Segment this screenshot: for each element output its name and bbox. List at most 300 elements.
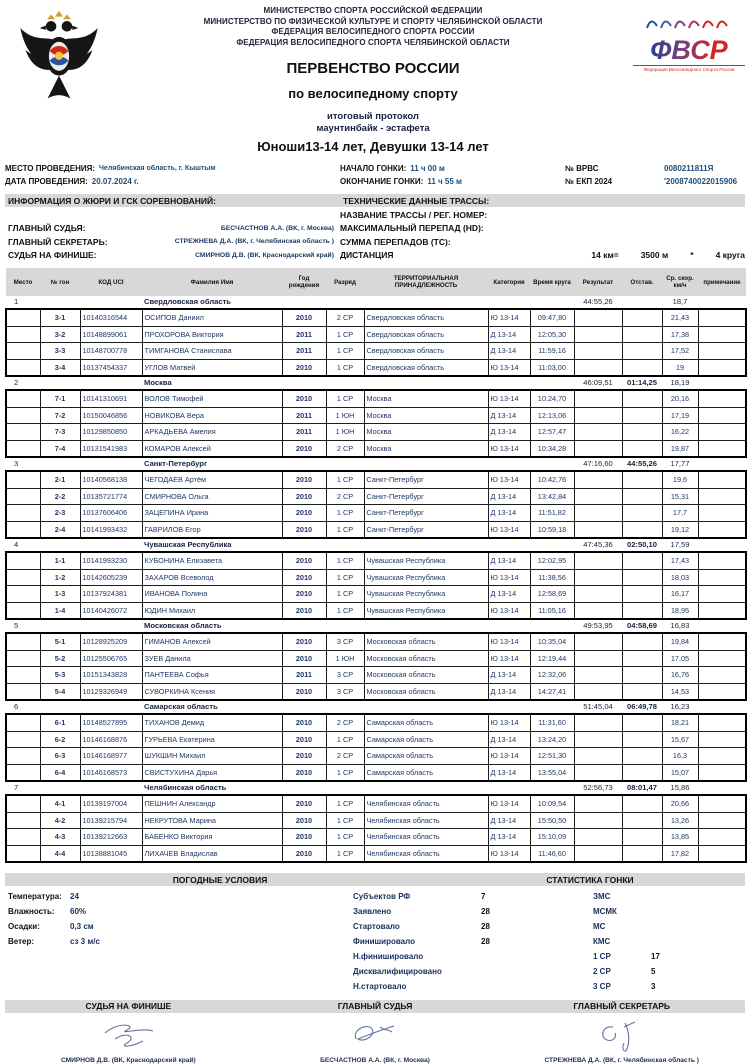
rider-cell: 18,21 (662, 714, 698, 731)
signature-block-chief-secretary (498, 1000, 745, 1064)
rider-cell (622, 795, 662, 812)
rider-cell: 12:51,30 (530, 748, 574, 765)
rider-cell: Ю 13-14 (488, 602, 530, 619)
rider-cell: 1 СР (326, 390, 364, 407)
rider-cell: 17,82 (662, 845, 698, 862)
rider-cell: ЛИХАЧЕВ Владислав (142, 845, 282, 862)
start-label: НАЧАЛО ГОНКИ: (340, 164, 407, 173)
signature-block-chief-judge (252, 1000, 499, 1064)
team-cell: 18,7 (672, 297, 688, 306)
list-value: 28 (481, 907, 490, 916)
rider-cell: 2010 (282, 390, 326, 407)
rider-cell: 4-4 (40, 845, 80, 862)
rider-row (6, 602, 746, 619)
list-label: Влажность: (8, 907, 55, 916)
team-cell (80, 700, 142, 714)
list-value: 28 (481, 922, 490, 931)
rider-cell: Свердловская область (364, 309, 488, 326)
rider-cell (574, 650, 622, 667)
rider-cell (574, 845, 622, 862)
list-value: 60% (70, 907, 87, 916)
rider-cell: 13:24,20 (530, 731, 574, 748)
rider-cell: 10148527895 (80, 714, 142, 731)
rider-cell: Ю 13-14 (488, 748, 530, 765)
list-label: 1 СР (593, 952, 611, 961)
rider-cell (6, 390, 40, 407)
weather-list (5, 889, 353, 994)
rider-cell (698, 650, 746, 667)
team-cell (80, 538, 142, 552)
team-cell: Чувашская Республика (144, 540, 232, 549)
rider-cell: 20,16 (662, 390, 698, 407)
rider-cell: 1-4 (40, 602, 80, 619)
rider-row (6, 683, 746, 700)
rider-cell: Д 13-14 (488, 829, 530, 846)
chief-judge-signature-icon (252, 1013, 499, 1057)
team-cell: 44:55,26 (583, 297, 613, 306)
rider-cell (698, 602, 746, 619)
team-summary-row (6, 700, 746, 714)
list-item (353, 979, 593, 994)
ekp-label: № ЕКП 2024 (565, 177, 613, 186)
rider-cell: 7-4 (40, 440, 80, 457)
rider-cell (698, 390, 746, 407)
rider-cell: 10150046856 (80, 407, 142, 424)
rider-cell: Санкт-Петербург (364, 488, 488, 505)
rider-cell: Москва (364, 390, 488, 407)
rider-row (6, 440, 746, 457)
rider-cell: 09:47,80 (530, 309, 574, 326)
rider-cell: Чувашская Республика (364, 586, 488, 603)
rider-cell: Москва (364, 440, 488, 457)
rider-cell: Чувашская Республика (364, 602, 488, 619)
team-cell: 5 (14, 621, 19, 630)
rider-cell: ПЕШНИН Александр (142, 795, 282, 812)
list-value: 5 (651, 967, 656, 976)
rider-cell (698, 488, 746, 505)
rider-cell: 2011 (282, 424, 326, 441)
event-info-row-2 (5, 175, 745, 188)
list-label: МС (593, 922, 606, 931)
rider-row (6, 471, 746, 488)
rider-cell: 3-2 (40, 326, 80, 343)
rider-cell: 2 СР (326, 488, 364, 505)
rider-cell (622, 343, 662, 360)
rider-cell (6, 424, 40, 441)
team-cell (326, 538, 364, 552)
list-label: Субъектов РФ (353, 892, 411, 901)
rider-cell (698, 343, 746, 360)
rider-cell (574, 552, 622, 569)
rider-cell (6, 731, 40, 748)
rider-cell: 19,6 (662, 471, 698, 488)
team-cell (530, 781, 574, 795)
team-cell (282, 296, 326, 309)
rider-cell: 12:57,47 (530, 424, 574, 441)
team-cell (698, 619, 746, 633)
rider-cell: 2 СР (326, 748, 364, 765)
column-header: КОД UCI (80, 268, 142, 296)
rider-cell: 12:02,95 (530, 552, 574, 569)
rider-cell (6, 343, 40, 360)
rank-stats-list (593, 889, 745, 994)
list-item (353, 904, 593, 919)
rider-cell: 2010 (282, 569, 326, 586)
rider-cell (574, 505, 622, 522)
rider-cell: 5-4 (40, 683, 80, 700)
team-cell (80, 781, 142, 795)
rider-cell: 2010 (282, 505, 326, 522)
rider-cell: 13:42,84 (530, 488, 574, 505)
rider-cell: 2010 (282, 795, 326, 812)
list-label: Ветер: (8, 937, 35, 946)
team-cell (698, 296, 746, 309)
rider-cell (6, 521, 40, 538)
team-cell (80, 376, 142, 390)
rider-cell: 1 СР (326, 764, 364, 781)
rider-cell (574, 812, 622, 829)
team-cell: Санкт-Петербург (144, 459, 208, 468)
column-header: Фамилия Имя (142, 268, 282, 296)
fvsr-logo (633, 6, 745, 72)
rider-row (6, 829, 746, 846)
chief-secretary-value: СТРЕЖНЕВА Д.А. (ВК, г. Челябинская область ) (174, 238, 334, 246)
rider-cell: 2010 (282, 829, 326, 846)
rider-cell: КУБОНИНА Елизавета (142, 552, 282, 569)
team-cell: 4 (14, 540, 19, 549)
rider-cell: 10146168573 (80, 764, 142, 781)
distance-label: ДИСТАНЦИЯ (340, 250, 394, 261)
finish-judge-signature-icon (5, 1013, 252, 1057)
column-header: примечание (698, 268, 746, 296)
rider-cell (574, 309, 622, 326)
team-cell (282, 619, 326, 633)
list-item (593, 964, 745, 979)
end-value: 11 ч 55 м (427, 177, 462, 186)
rider-cell: Московская область (364, 683, 488, 700)
rider-cell (698, 505, 746, 522)
list-label: Стартовало (353, 922, 400, 931)
date-value: 20.07.2024 г. (91, 177, 139, 186)
rider-cell (698, 764, 746, 781)
rider-cell: Ю 13-14 (488, 390, 530, 407)
rider-cell (698, 359, 746, 376)
rider-cell: 5-3 (40, 667, 80, 684)
rider-cell (622, 521, 662, 538)
rider-cell (622, 714, 662, 731)
rider-cell: Ю 13-14 (488, 633, 530, 650)
rider-cell: 1 СР (326, 845, 364, 862)
rider-cell: 3-1 (40, 309, 80, 326)
chief-secretary-label: ГЛАВНЫЙ СЕКРЕТАРЬ: (8, 236, 108, 247)
rider-cell: 10:35,04 (530, 633, 574, 650)
rider-cell (622, 667, 662, 684)
org-line-3: ФЕДЕРАЦИЯ ВЕЛОСИПЕДНОГО СПОРТА РОССИИ (271, 27, 475, 36)
rider-cell: 1 СР (326, 343, 364, 360)
team-cell (488, 376, 530, 390)
rider-cell: 2010 (282, 440, 326, 457)
rider-cell: 1 СР (326, 359, 364, 376)
rider-cell: 10139212663 (80, 829, 142, 846)
rider-cell: Д 13-14 (488, 731, 530, 748)
rider-cell: Челябинская область (364, 845, 488, 862)
rider-cell: 12:58,69 (530, 586, 574, 603)
rider-cell (622, 390, 662, 407)
column-header: Разряд (326, 268, 364, 296)
team-cell (698, 700, 746, 714)
rider-cell: Чувашская Республика (364, 569, 488, 586)
rider-row (6, 552, 746, 569)
fvsr-logo-caption: Федерация Велосипедного Спорта России (633, 65, 745, 72)
rider-cell: СУВОРКИНА Ксения (142, 683, 282, 700)
rider-cell: СМИРНОВА Ольга (142, 488, 282, 505)
rider-cell: 10125506765 (80, 650, 142, 667)
finish-judge-value: СМИРНОВ Д.В. (ВК, Краснодарский край) (195, 251, 334, 259)
list-value: 24 (70, 892, 79, 901)
track-hd-label: МАКСИМАЛЬНЫЙ ПЕРЕПАД (HD): (340, 223, 484, 234)
rider-cell (698, 795, 746, 812)
rider-cell (6, 359, 40, 376)
rider-row (6, 521, 746, 538)
list-item (593, 949, 745, 964)
distance-total: 14 км= (591, 250, 619, 261)
rider-cell (6, 440, 40, 457)
rider-cell: ГУРЬЕВА Екатерина (142, 731, 282, 748)
team-cell (80, 457, 142, 471)
team-cell (40, 376, 80, 390)
rider-cell (6, 505, 40, 522)
team-cell: 47:16,60 (583, 459, 613, 468)
team-cell: 04:58,69 (627, 621, 657, 630)
team-cell: 08:01,47 (627, 783, 657, 792)
column-header: Результат (574, 268, 622, 296)
chief-secretary-name: СТРЕЖНЕВА Д.А. (ВК, г. Челябинская область ) (544, 1057, 699, 1064)
rider-cell: КОМАРОВ Алексей (142, 440, 282, 457)
rider-cell (574, 407, 622, 424)
fvsr-riders-icon (641, 12, 737, 32)
team-cell (698, 538, 746, 552)
rider-cell: 2 СР (326, 440, 364, 457)
list-label: 3 СР (593, 982, 611, 991)
rider-cell: Москва (364, 424, 488, 441)
list-item (353, 949, 593, 964)
rider-cell: Челябинская область (364, 795, 488, 812)
rider-cell: 2010 (282, 359, 326, 376)
team-cell: Московская область (144, 621, 222, 630)
team-cell: 17,77 (670, 459, 690, 468)
list-item (8, 919, 353, 934)
rider-cell (698, 683, 746, 700)
rider-cell (622, 471, 662, 488)
rider-row (6, 650, 746, 667)
rider-cell (698, 586, 746, 603)
jury-row-chief-judge (5, 222, 340, 236)
column-header: Ср. скор. км/ч (662, 268, 698, 296)
rider-cell (6, 326, 40, 343)
rider-cell: 18,03 (662, 569, 698, 586)
column-header: Место (6, 268, 40, 296)
team-cell: 1 (14, 297, 19, 306)
rider-row (6, 407, 746, 424)
rider-cell: Д 13-14 (488, 667, 530, 684)
rider-cell: 2010 (282, 764, 326, 781)
rider-cell (6, 633, 40, 650)
rider-cell: Челябинская область (364, 829, 488, 846)
rider-cell (698, 407, 746, 424)
rider-cell: 2010 (282, 633, 326, 650)
list-label: ЗМС (593, 892, 611, 901)
rider-cell: 2011 (282, 667, 326, 684)
rider-cell: 17,43 (662, 552, 698, 569)
rider-cell: Ю 13-14 (488, 471, 530, 488)
rider-cell (574, 488, 622, 505)
team-cell: Самарская область (144, 702, 218, 711)
rider-cell: 1 СР (326, 829, 364, 846)
rider-cell (6, 748, 40, 765)
rider-cell (698, 748, 746, 765)
team-cell (80, 296, 142, 309)
rider-cell: 16,22 (662, 424, 698, 441)
rider-cell: 12:19,44 (530, 650, 574, 667)
team-cell (40, 700, 80, 714)
list-value: 28 (481, 937, 490, 946)
rider-cell (698, 731, 746, 748)
team-cell: Свердловская область (144, 297, 231, 306)
rider-cell: 1-2 (40, 569, 80, 586)
document-subtitle: по велосипедному спорту (288, 86, 458, 101)
jury-spacer-row (5, 208, 340, 222)
rider-cell (622, 650, 662, 667)
rider-cell: ЧЕГОДАЕВ Артём (142, 471, 282, 488)
rider-cell: 1-3 (40, 586, 80, 603)
rider-cell: 16,17 (662, 586, 698, 603)
team-cell (698, 781, 746, 795)
rider-cell (698, 714, 746, 731)
rider-cell: 12:05,30 (530, 326, 574, 343)
rider-cell (622, 488, 662, 505)
rider-cell: 10140568138 (80, 471, 142, 488)
rider-cell: 15:10,09 (530, 829, 574, 846)
rider-cell (574, 633, 622, 650)
rider-cell: 10137454337 (80, 359, 142, 376)
list-item (8, 889, 353, 904)
rider-cell: 14,53 (662, 683, 698, 700)
rider-cell: 10131541983 (80, 440, 142, 457)
rider-row (6, 309, 746, 326)
rider-cell: 10146168876 (80, 731, 142, 748)
list-item (593, 934, 745, 949)
rider-cell (698, 309, 746, 326)
signatures-footer (5, 1000, 745, 1064)
rider-cell (6, 586, 40, 603)
rider-cell: 2-2 (40, 488, 80, 505)
rider-row (6, 667, 746, 684)
ministry-emblem-icon (5, 6, 113, 106)
rider-cell: 19,12 (662, 521, 698, 538)
rider-cell (698, 569, 746, 586)
team-cell (326, 619, 364, 633)
rider-row (6, 731, 746, 748)
team-cell (364, 538, 488, 552)
team-cell: 18,19 (670, 378, 690, 387)
rider-cell: Д 13-14 (488, 552, 530, 569)
rider-cell (622, 633, 662, 650)
list-item (353, 964, 593, 979)
team-summary-row (6, 296, 746, 309)
rider-cell: 2-1 (40, 471, 80, 488)
race-stats-list (353, 889, 593, 994)
rider-cell: ИВАНОВА Полина (142, 586, 282, 603)
rider-cell: Д 13-14 (488, 407, 530, 424)
team-cell (488, 700, 530, 714)
rider-cell: 10141993432 (80, 521, 142, 538)
rider-cell (574, 829, 622, 846)
rider-cell (6, 488, 40, 505)
team-cell (326, 700, 364, 714)
rider-cell: 2-4 (40, 521, 80, 538)
team-cell (698, 376, 746, 390)
rider-cell: Санкт-Петербург (364, 505, 488, 522)
track-name-label: НАЗВАНИЕ ТРАССЫ / РЕГ. НОМЕР: (340, 209, 488, 220)
rider-cell: Свердловская область (364, 326, 488, 343)
rider-cell (698, 667, 746, 684)
rider-cell: 11:51,82 (530, 505, 574, 522)
rider-cell: 2010 (282, 714, 326, 731)
rider-cell: 7-1 (40, 390, 80, 407)
team-cell: 46:09,51 (583, 378, 613, 387)
column-header: Отстав. (622, 268, 662, 296)
rider-cell (6, 471, 40, 488)
rider-cell: НОВИКОВА Вера (142, 407, 282, 424)
list-item (8, 934, 353, 949)
team-cell (40, 538, 80, 552)
header-text-block (113, 6, 633, 154)
rider-cell: 3 СР (326, 683, 364, 700)
rider-row (6, 359, 746, 376)
rider-cell (622, 505, 662, 522)
rider-cell: 10128925209 (80, 633, 142, 650)
rider-cell (6, 714, 40, 731)
rider-cell: НЕКРУТОВА Марина (142, 812, 282, 829)
list-label: КМС (593, 937, 611, 946)
rider-cell: 1 СР (326, 552, 364, 569)
team-cell (364, 619, 488, 633)
finish-judge-name: СМИРНОВ Д.В. (ВК, Краснодарский край) (60, 1057, 196, 1064)
team-cell (80, 619, 142, 633)
rider-cell: ЮДИН Михаил (142, 602, 282, 619)
rider-cell: 10:24,70 (530, 390, 574, 407)
column-header: ТЕРРИТОРИАЛЬНАЯ ПРИНАДЛЕЖНОСТЬ (364, 268, 488, 296)
rider-cell: ПРОХОРОВА Виктория (142, 326, 282, 343)
track-tc-label: СУММА ПЕРЕПАДОВ (ТС): (340, 236, 451, 247)
team-cell: 16,23 (670, 702, 690, 711)
stats-section-title: СТАТИСТИКА ГОНКИ (546, 874, 634, 885)
rider-cell: 3-4 (40, 359, 80, 376)
list-item (8, 904, 353, 919)
rider-cell: 2010 (282, 812, 326, 829)
rider-cell: 18,95 (662, 602, 698, 619)
team-cell: Москва (144, 378, 172, 387)
team-cell (530, 376, 574, 390)
rider-cell: 10:42,76 (530, 471, 574, 488)
rider-cell: 5-1 (40, 633, 80, 650)
rider-cell: 2 СР (326, 714, 364, 731)
rider-cell: 14:27,41 (530, 683, 574, 700)
team-cell (282, 538, 326, 552)
rider-cell (622, 845, 662, 862)
chief-judge-label: ГЛАВНЫЙ СУДЬЯ: (8, 223, 86, 234)
rider-cell (6, 650, 40, 667)
